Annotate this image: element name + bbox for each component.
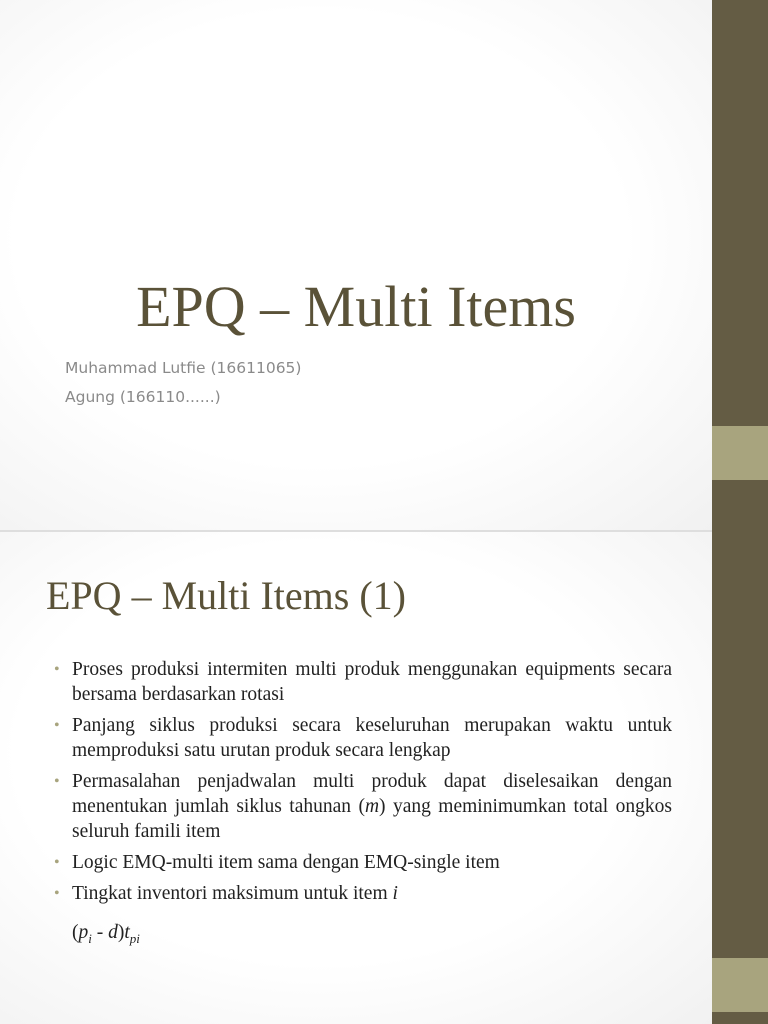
- author-name: Muhammad Lutfie (16611065): [65, 359, 302, 377]
- list-item: [52, 769, 672, 844]
- list-item: [52, 657, 672, 707]
- title-slide: [0, 0, 712, 530]
- accent-bar: [712, 1012, 768, 1024]
- formula: [72, 922, 140, 947]
- bullet-text: Permasalahan penjadwalan multi produk dapat diselesaikan dengan menentukan jumlah siklus tahunan (: [72, 771, 672, 817]
- formula-paren: ): [117, 922, 125, 943]
- formula-d: d: [108, 922, 118, 943]
- formula-t: t: [124, 922, 130, 943]
- content-slide: [0, 532, 712, 1024]
- list-item: [52, 881, 672, 906]
- slide-title: EPQ – Multi Items: [136, 274, 576, 339]
- bullet-icon: •: [54, 717, 60, 734]
- list-item: [52, 713, 672, 763]
- accent-bar: [712, 480, 768, 958]
- formula-p-sub: i: [88, 930, 92, 946]
- author-name: Agung (166110......): [65, 388, 221, 406]
- bullet-text: ) yang meminimumkan total ongkos seluruh famili item: [72, 796, 672, 842]
- bullet-icon: •: [54, 661, 60, 678]
- bullet-list: [52, 657, 672, 912]
- variable-m: m: [364, 796, 380, 817]
- bullet-text: Logic EMQ-multi item sama dengan EMQ-single item: [72, 852, 500, 873]
- bullet-text: Panjang siklus produksi secara keseluruhan merupakan waktu untuk memproduksi satu urutan produk secara lengkap: [72, 715, 672, 761]
- bullet-icon: •: [54, 773, 60, 790]
- bullet-icon: •: [54, 854, 60, 871]
- formula-minus: -: [91, 922, 109, 943]
- accent-bar: [712, 958, 768, 1012]
- slide-title: EPQ – Multi Items (1): [46, 573, 406, 618]
- formula-t-sub: pi: [129, 930, 140, 946]
- accent-bar: [712, 426, 768, 480]
- variable-i: i: [392, 883, 398, 904]
- list-item: [52, 850, 672, 875]
- formula-p: p: [78, 922, 89, 943]
- bullet-text: Proses produksi intermiten multi produk menggunakan equipments secara bersama berdasarkan rotasi: [72, 659, 672, 705]
- accent-bar: [712, 0, 768, 426]
- bullet-text: Tingkat inventori maksimum untuk item: [72, 883, 393, 904]
- formula-paren: (: [72, 922, 79, 943]
- bullet-icon: •: [54, 885, 60, 902]
